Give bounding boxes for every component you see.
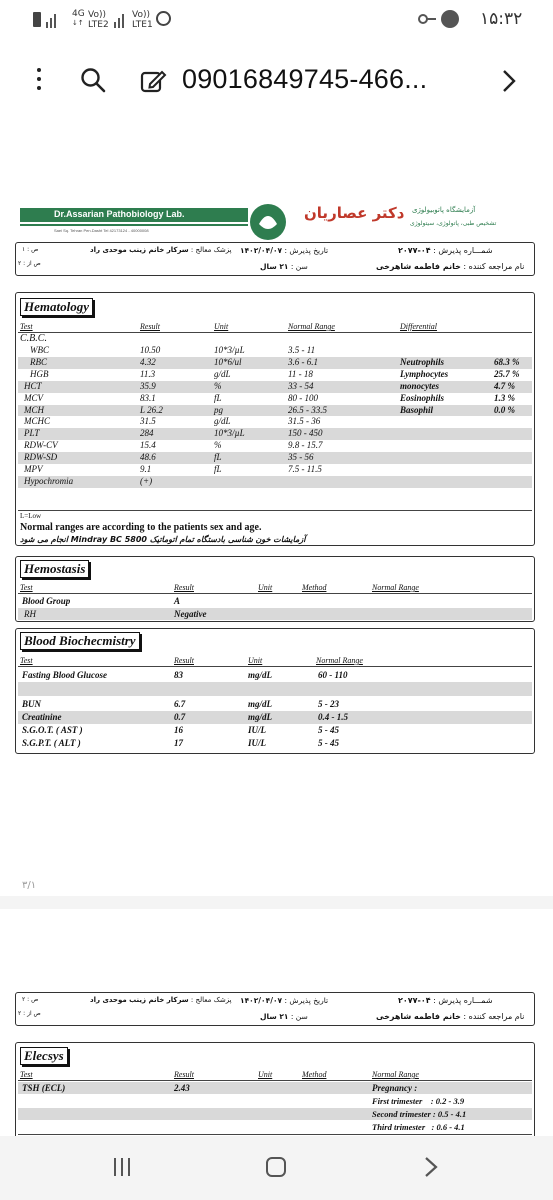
navigation-bar xyxy=(0,1136,553,1200)
patient-age: ۲۱ سال xyxy=(260,1012,289,1021)
hematology-section xyxy=(15,292,535,546)
volte-label: Vo)) xyxy=(132,10,150,20)
hematology-test: HGB xyxy=(30,368,49,379)
page-number: ص : ۱ xyxy=(22,246,39,253)
date-label: تاریخ پذیرش : xyxy=(284,996,329,1005)
blood-group-label: Blood Group xyxy=(22,596,71,606)
hematology-unit: g/dL xyxy=(214,368,231,379)
hematology-result: 11.3 xyxy=(140,368,156,379)
hematology-range: 80 - 100 xyxy=(288,392,318,403)
battery-icon xyxy=(33,12,41,27)
document-viewer[interactable] xyxy=(0,116,553,1136)
hematology-unit: fL xyxy=(214,464,222,474)
lab-desc2-fa: تشخیص طبی، پاتولوژی، سیتولوژی xyxy=(410,220,497,227)
lte-label: LTE1 xyxy=(132,20,153,30)
hematology-range: 9.8 - 15.7 xyxy=(288,440,323,451)
biochemistry-range: 5 - 23 xyxy=(318,699,339,709)
lab-letterhead xyxy=(20,198,532,244)
lte-label: LTE2 xyxy=(88,20,109,30)
alarm-icon xyxy=(156,11,171,26)
back-icon[interactable] xyxy=(424,1156,438,1178)
biochemistry-range: 60 - 110 xyxy=(318,670,348,680)
col-result: Result xyxy=(140,322,160,331)
signal-icon xyxy=(46,12,62,28)
row-shade xyxy=(18,357,532,369)
biochemistry-range: 0.4 - 1.5 xyxy=(318,712,348,722)
blood-group-value: A xyxy=(174,596,181,606)
row-shade xyxy=(18,381,532,393)
network-label: 4G xyxy=(72,9,85,19)
low-note: L=Low xyxy=(20,512,42,520)
viewer-toolbar xyxy=(0,48,553,112)
hematology-range: 3.6 - 6.1 xyxy=(288,356,318,367)
hematology-result: 10.50 xyxy=(140,345,161,355)
lab-name: Dr.Assarian Pathobiology Lab. xyxy=(54,209,185,219)
lab-logo-icon xyxy=(248,202,288,242)
biochemistry-test: BUN xyxy=(22,699,42,709)
volte-label: Vo)) xyxy=(88,10,106,20)
col-range: Normal Range xyxy=(372,1070,419,1079)
hematology-unit: 10*3/µL xyxy=(214,428,245,439)
doctor-label: پزشک معالج : xyxy=(190,996,232,1004)
tsh-range-3: Third trimester : 0.6 - 4.1 xyxy=(372,1122,465,1132)
hematology-range: 31.5 - 36 xyxy=(288,416,321,427)
page-total: ص از : ۲ xyxy=(18,1010,41,1017)
hematology-result: 15.4 xyxy=(140,440,156,451)
cbc-label: C.B.C. xyxy=(20,333,47,344)
col-differential: Differential xyxy=(400,322,438,331)
analyzer-note: آزمایشات خون شناسی بادستگاه تمام اتوماتیک Mindray BC 5800 انجام می شود xyxy=(20,535,306,544)
page-total: ص از : ۲ xyxy=(18,260,41,267)
hematology-result: L 26.2 xyxy=(140,404,163,415)
report-page-1 xyxy=(0,116,553,896)
lab-address: Saei Sq. Tehran Pen.Dasht Tel 42173124 - 40000008 xyxy=(54,228,149,233)
elecsys-title: Elecsys xyxy=(20,1047,68,1065)
differential-value: 0.0 % xyxy=(494,404,515,415)
hematology-result: 31.5 xyxy=(140,416,156,427)
differential-value: 25.7 % xyxy=(494,368,520,379)
tsh-range-1: First trimester : 0.2 - 3.9 xyxy=(372,1096,465,1106)
differential-name: Eosinophils xyxy=(400,392,445,403)
tsh-label: TSH (ECL) xyxy=(22,1083,66,1093)
search-icon[interactable] xyxy=(80,67,106,93)
biochemistry-result: 6.7 xyxy=(174,699,186,709)
patient-label: نام مراجعه کننده : xyxy=(463,1012,525,1021)
differential-name: monocytes xyxy=(400,380,439,391)
hematology-test: MPV xyxy=(24,464,43,474)
reception-label: شمـــاره پذیرش : xyxy=(433,246,493,255)
col-range: Normal Range xyxy=(288,322,335,331)
hematology-test: PLT xyxy=(24,428,40,439)
col-test: Test xyxy=(20,322,33,331)
row-shade xyxy=(18,711,532,724)
col-test: Test xyxy=(20,583,33,592)
hematology-test: MCH xyxy=(24,404,44,415)
biochemistry-test: Fasting Blood Glucose xyxy=(22,670,108,680)
col-result: Result xyxy=(174,656,194,665)
patient-label: نام مراجعه کننده : xyxy=(463,262,525,271)
col-unit: Unit xyxy=(248,656,263,665)
col-unit: Unit xyxy=(258,1070,273,1079)
referring-doctor: سرکار خانم زینب موحدی راد xyxy=(90,996,189,1004)
biochemistry-unit: IU/L xyxy=(248,738,266,748)
hematology-test: RDW-CV xyxy=(24,440,58,451)
biochemistry-unit: mg/dL xyxy=(248,670,272,680)
hematology-result: 35.9 xyxy=(140,380,156,391)
biochemistry-test: S.G.P.T. ( ALT ) xyxy=(22,738,81,748)
col-test: Test xyxy=(20,656,33,665)
clock: ۱۵:۳۲ xyxy=(480,9,523,29)
report-page-2 xyxy=(0,909,553,1149)
biochemistry-result: 83 xyxy=(174,670,183,680)
tsh-result: 2.43 xyxy=(174,1083,190,1093)
hematology-range: 35 - 56 xyxy=(288,452,314,463)
patient-name: خانم فاطمه شاهرخی xyxy=(376,262,461,271)
hematology-range: 33 - 54 xyxy=(288,380,314,391)
doctor-label: پزشک معالج : xyxy=(190,246,232,254)
reception-date: ۱۴۰۲/۰۴/۰۷ xyxy=(240,996,283,1005)
row-shade xyxy=(18,682,532,696)
doctor-name-fa: دکتر عصاریان xyxy=(304,204,405,222)
page-indicator: ۳/۱ xyxy=(22,880,37,891)
age-label: سن : xyxy=(290,1012,308,1021)
hematology-result: 9.1 xyxy=(140,464,152,474)
hematology-result: 4.32 xyxy=(140,356,156,367)
row-shade xyxy=(18,452,532,464)
key-icon xyxy=(418,13,436,25)
differential-value: 1.3 % xyxy=(494,392,515,403)
hematology-range: 7.5 - 11.5 xyxy=(288,464,322,474)
tsh-range-title: Pregnancy : xyxy=(372,1083,418,1093)
referring-doctor: سرکار خانم زینب موحدی راد xyxy=(90,246,189,254)
col-result: Result xyxy=(174,1070,194,1079)
biochemistry-test: S.G.O.T. ( AST ) xyxy=(22,725,83,735)
hematology-unit: 10*3/µL xyxy=(214,345,245,355)
signal-icon xyxy=(114,12,130,28)
hematology-range: 11 - 18 xyxy=(288,368,313,379)
more-options-icon[interactable] xyxy=(36,68,42,94)
col-unit: Unit xyxy=(214,322,229,331)
hematology-unit: fL xyxy=(214,392,222,403)
col-range: Normal Range xyxy=(372,583,419,592)
col-range: Normal Range xyxy=(316,656,363,665)
reception-label: شمـــاره پذیرش : xyxy=(433,996,493,1005)
differential-name: Neutrophils xyxy=(400,357,445,367)
hematology-result: (+) xyxy=(140,475,153,486)
biochemistry-range: 5 - 45 xyxy=(318,725,339,735)
date-label: تاریخ پذیرش : xyxy=(284,246,329,255)
patient-age: ۲۱ سال xyxy=(260,262,289,271)
biochemistry-unit: mg/dL xyxy=(248,699,272,709)
hematology-unit: 10*6/ul xyxy=(214,356,242,367)
hematology-title: Hematology xyxy=(20,298,93,316)
biochemistry-unit: IU/L xyxy=(248,725,266,735)
hematology-range: 150 - 450 xyxy=(288,428,323,439)
reception-number: ۰۴-۲۰۷۷ xyxy=(398,246,431,255)
col-result: Result xyxy=(174,583,194,592)
row-shade xyxy=(18,476,532,488)
rh-value: Negative xyxy=(174,609,207,619)
age-label: سن : xyxy=(290,262,308,271)
edit-icon[interactable] xyxy=(140,68,166,94)
hemostasis-title: Hemostasis xyxy=(20,560,89,578)
col-method: Method xyxy=(302,583,327,592)
hematology-result: 48.6 xyxy=(140,452,156,463)
recent-apps-icon[interactable] xyxy=(112,1158,132,1176)
biochemistry-test: Creatinine xyxy=(22,712,62,722)
document-title: 09016849745-466... xyxy=(182,64,428,94)
hematology-test: RBC xyxy=(30,356,47,367)
hematology-unit: fL xyxy=(214,452,222,463)
hematology-test: HCT xyxy=(24,380,42,391)
hematology-unit: g/dL xyxy=(214,416,231,427)
hematology-result: 83.1 xyxy=(140,392,156,403)
biochemistry-result: 16 xyxy=(174,725,183,735)
hematology-test: RDW-SD xyxy=(24,452,58,463)
hematology-test: MCHC xyxy=(24,416,51,427)
row-shade xyxy=(18,405,532,417)
row-shade xyxy=(18,428,532,440)
biochemistry-result: 0.7 xyxy=(174,712,186,722)
biochemistry-title: Blood Biochecmistry xyxy=(20,632,140,650)
normal-range-note: Normal ranges are according to the patients sex and age. xyxy=(20,522,262,533)
lab-desc-fa: آزمایشگاه پاتوبیولوژی xyxy=(412,206,476,214)
hematology-unit: % xyxy=(214,380,222,391)
tsh-range-2: Second trimester : 0.5 - 4.1 xyxy=(372,1109,467,1119)
patient-name: خانم فاطمه شاهرخی xyxy=(376,1012,461,1021)
biochemistry-unit: mg/dL xyxy=(248,712,272,722)
col-method: Method xyxy=(302,1070,327,1079)
hematology-test: MCV xyxy=(24,392,43,403)
biochemistry-result: 17 xyxy=(174,738,183,748)
page-number: ص : ۲ xyxy=(22,996,39,1003)
hematology-test: WBC xyxy=(30,345,49,355)
hematology-range: 26.5 - 33.5 xyxy=(288,404,327,415)
col-unit: Unit xyxy=(258,583,273,592)
hematology-unit: pg xyxy=(214,404,223,415)
biochemistry-range: 5 - 45 xyxy=(318,738,339,748)
differential-value: 68.3 % xyxy=(494,357,520,367)
reception-date: ۱۴۰۲/۰۴/۰۷ xyxy=(240,246,283,255)
rh-label: RH xyxy=(24,609,36,619)
hematology-range: 3.5 - 11 xyxy=(288,345,316,355)
col-test: Test xyxy=(20,1070,33,1079)
reception-number: ۰۴-۲۰۷۷ xyxy=(398,996,431,1005)
hematology-unit: % xyxy=(214,440,222,451)
status-bar: 4G ↓↑ Vo)) LTE2 Vo)) LTE1 ۱۵:۳۲ xyxy=(0,0,553,40)
record-icon xyxy=(441,10,459,28)
home-icon[interactable] xyxy=(266,1157,286,1177)
differential-value: 4.7 % xyxy=(494,380,515,391)
differential-name: Basophil xyxy=(400,404,434,415)
differential-name: Lymphocytes xyxy=(400,368,449,379)
hematology-result: 284 xyxy=(140,428,154,439)
hematology-test: Hypochromia xyxy=(24,475,74,486)
chevron-right-icon[interactable] xyxy=(500,69,518,93)
